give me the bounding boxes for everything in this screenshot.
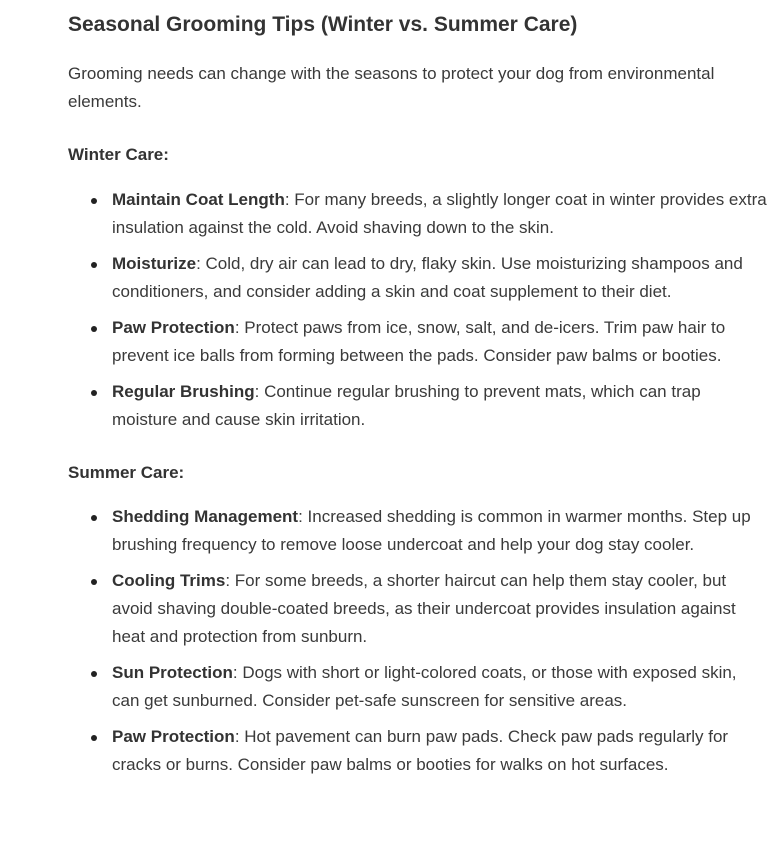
winter-care-list — [68, 186, 768, 442]
summer-care-list — [68, 503, 768, 787]
tip-term: Paw Protection — [112, 318, 235, 337]
tip-term: Shedding Management — [112, 507, 299, 526]
list-item — [68, 723, 768, 779]
intro-paragraph: Grooming needs can change with the seasons to protect your dog from environmental elements. — [68, 64, 715, 111]
tip-text: : Increased shedding is common in warmer months. Step up brushing frequency to remove loose undercoat and help your dog stay cooler. — [112, 507, 751, 554]
summer-care-label: Summer Care: — [68, 463, 185, 482]
tip-term: Maintain Coat Length — [112, 190, 285, 209]
tip-text: : Continue regular brushing to prevent mats, which can trap moisture and cause skin irritation. — [112, 382, 701, 429]
list-item — [68, 567, 768, 651]
winter-care-label: Winter Care: — [68, 145, 169, 164]
list-item — [68, 250, 768, 306]
tip-text: : For some breeds, a shorter haircut can help them stay cooler, but avoid shaving double-coated breeds, as their undercoat provides insulation against heat and protection from sunburn. — [112, 571, 736, 646]
tip-term: Cooling Trims — [112, 571, 226, 590]
list-item — [68, 503, 768, 559]
list-item — [68, 186, 768, 242]
page-title: Seasonal Grooming Tips (Winter vs. Summer Care) — [68, 13, 578, 36]
tip-term: Moisturize — [112, 254, 197, 273]
tip-text: : Dogs with short or light-colored coats, or those with exposed skin, can get sunburned. Consider pet-safe sunscreen for sensitive areas. — [112, 663, 737, 710]
tip-text: : For many breeds, a slightly longer coat in winter provides extra insulation against the cold. Avoid shaving down to the skin. — [112, 190, 767, 237]
tip-term: Sun Protection — [112, 663, 233, 682]
tip-text: : Cold, dry air can lead to dry, flaky skin. Use moisturizing shampoos and conditioners, and consider adding a skin and coat supplement to their diet. — [112, 254, 743, 301]
tip-text: : Hot pavement can burn paw pads. Check paw pads regularly for cracks or burns. Consider paw balms or booties for walks on hot surfaces. — [112, 727, 729, 774]
list-item — [68, 378, 768, 434]
list-item — [68, 659, 768, 715]
tip-term: Paw Protection — [112, 727, 235, 746]
tip-term: Regular Brushing — [112, 382, 255, 401]
tip-text: : Protect paws from ice, snow, salt, and de-icers. Trim paw hair to prevent ice balls from forming between the pads. Consider paw balms or booties. — [112, 318, 726, 365]
list-item — [68, 314, 768, 370]
